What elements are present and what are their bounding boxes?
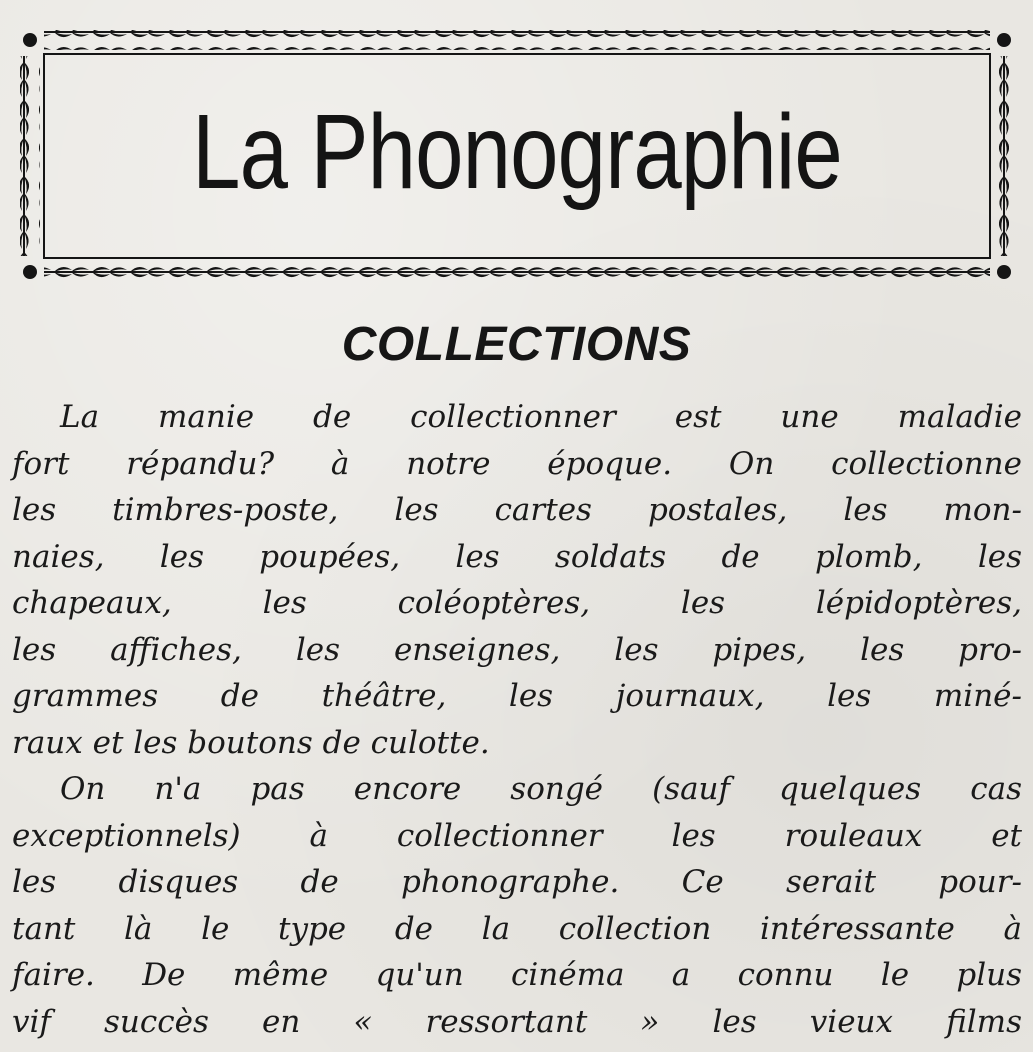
paragraph-line: On n'a pas encore songé (sauf quelques cas [60,771,1022,807]
paragraph-line: chapeaux, les coléoptères, les lépidoptères, [12,585,1022,621]
paragraph-line: La manie de collectionner est une maladie [60,399,1022,435]
paragraph-line: les timbres-poste, les cartes postales, les mon- [12,492,1022,528]
masthead-frame [14,22,1020,290]
paragraph-line: vif succès en « ressortant » les vieux films [12,1003,1022,1040]
paragraph-line: exceptionnels) à collectionner les rouleaux et [12,817,1022,854]
masthead-title: La Phonographie [192,93,842,211]
paragraph-line: fort répandu? à notre époque. On collectionne [12,445,1022,482]
paragraph-line: les affiches, les enseignes, les pipes, les pro- [12,631,1022,668]
paragraph-line: tant là le type de la collection intéressante à [12,910,1022,947]
paragraph-line: raux et les boutons de culotte. [12,724,490,761]
section-heading: COLLECTIONS [341,318,692,371]
article-body [12,394,1022,1045]
paragraph-line: naies, les poupées, les soldats de plomb, les [12,538,1022,575]
paragraph-line: faire. De même qu'un cinéma a connu le plus [12,957,1022,993]
paragraph-line: les disques de phonographe. Ce serait pour- [12,864,1022,900]
paragraph-line: grammes de théâtre, les journaux, les miné- [12,678,1022,714]
